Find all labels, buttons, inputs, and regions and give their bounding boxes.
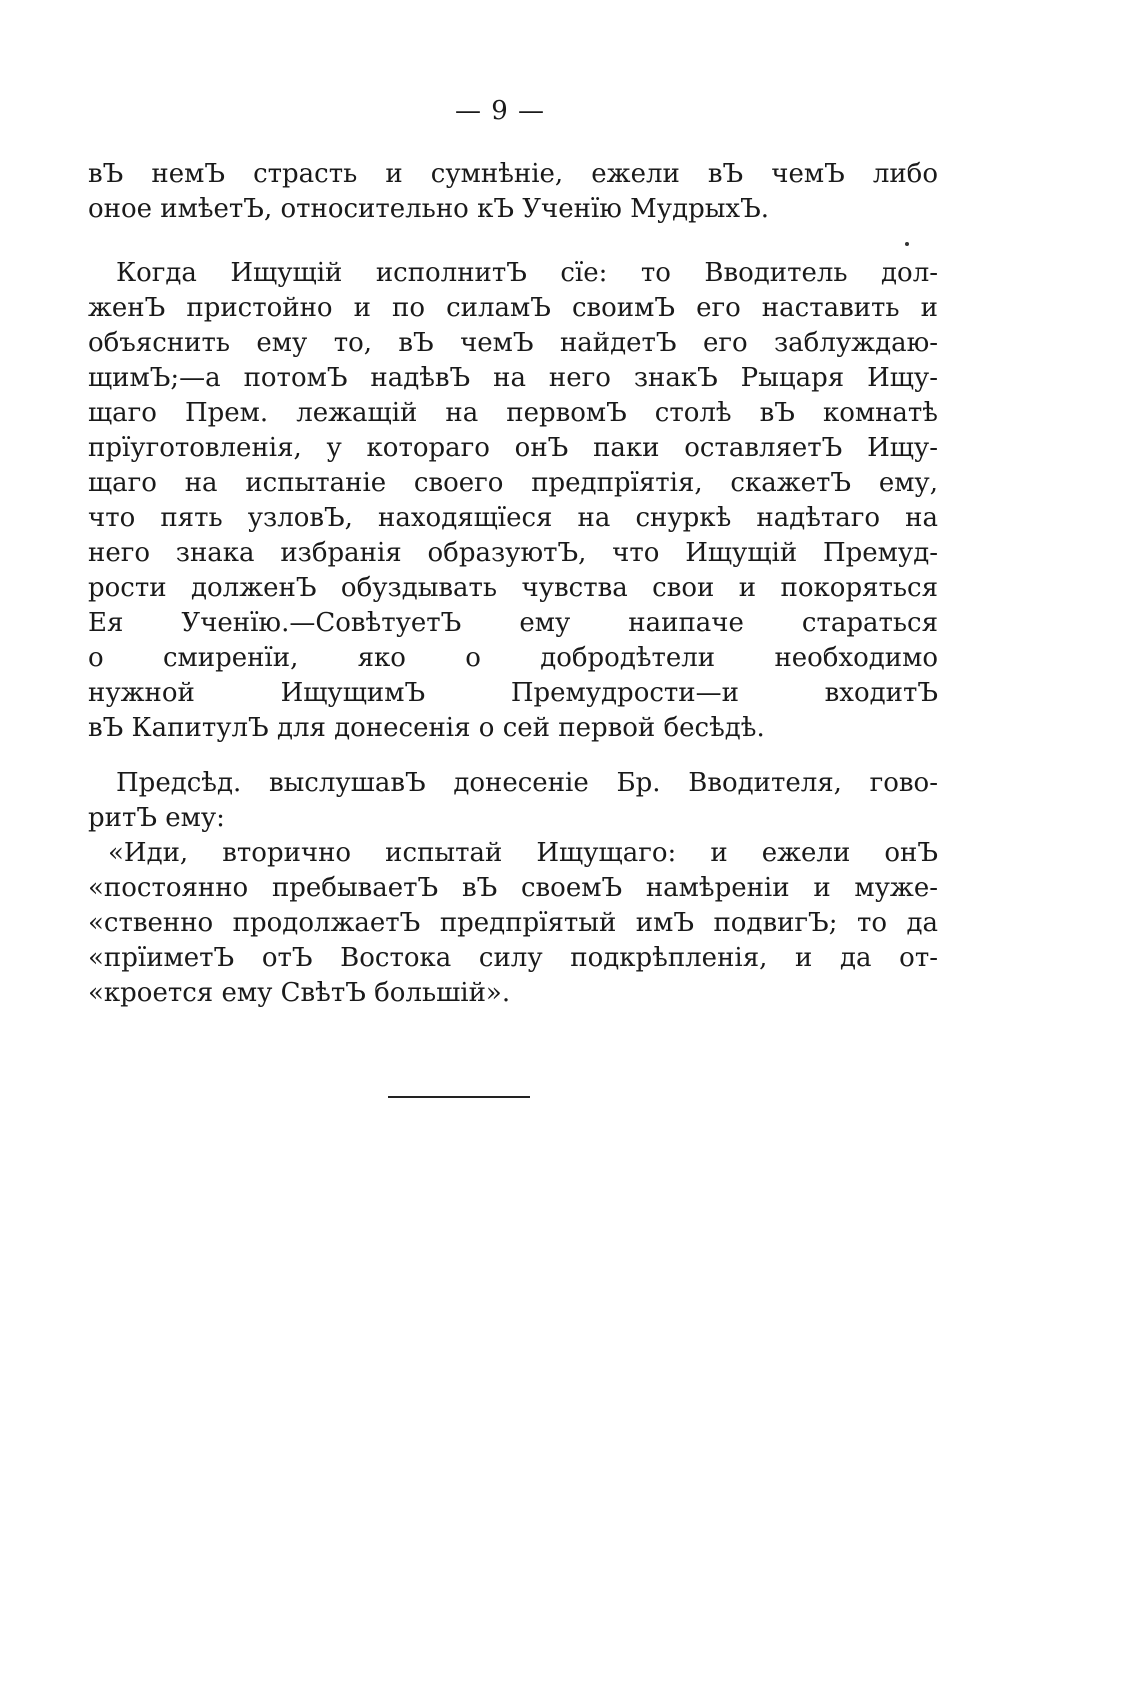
text-line: «Иди, вторично испытай Ищущаго: и ежели онЪ [108, 838, 938, 868]
text-line: него знака избранія образуютЪ, что Ищущій Премуд- [88, 538, 938, 568]
paragraph-2 [88, 256, 938, 746]
text-line: Ея Ученїю.—СовѣтуетЪ ему наипаче стараться [88, 608, 938, 638]
text-line: Предсѣд. выслушавЪ донесеніе Бр. Вводителя, гово- [116, 768, 938, 798]
text-line: «ственно продолжаетЪ предпрїятый имЪ подвигЪ; то да [88, 908, 938, 938]
text-line: женЪ пристойно и по силамЪ своимЪ его наставить и [88, 293, 938, 323]
text-line: «кроется ему СвѣтЪ большій». [88, 978, 511, 1008]
text-line: щаго Прем. лежащій на первомЪ столѣ вЪ комнатѣ [88, 398, 938, 428]
paragraph-1 [88, 157, 938, 227]
text-line: объяснить ему то, вЪ чемЪ найдетЪ его заблуждаю- [88, 328, 938, 358]
text-line: «прїиметЪ отЪ Востока силу подкрѣпленія, и да от- [88, 943, 938, 973]
text-line: о смиренїи, яко о добродѣтели необходимо [88, 643, 938, 673]
text-line: нужной ИщущимЪ Премудрости—и входитЪ [88, 678, 938, 708]
text-line: оное имѣетЪ, относительно кЪ Ученїю МудрыхЪ. [88, 194, 770, 224]
end-rule [388, 1096, 530, 1098]
page-number: — 9 — [454, 96, 546, 126]
text-line: ритЪ ему: [88, 803, 225, 833]
text-line: Когда Ищущій исполнитЪ сїе: то Вводитель дол- [116, 258, 938, 288]
text-line: «постоянно пребываетЪ вЪ своемЪ намѣреніи и муже- [88, 873, 938, 903]
text-line: вЪ КапитулЪ для донесенія о сей первой бесѣдѣ. [88, 713, 765, 743]
print-speck [905, 242, 909, 246]
text-line: щимЪ;—а потомЪ надѣвЪ на него знакЪ Рыцаря Ищу- [88, 363, 938, 393]
text-line: рости долженЪ обуздывать чувства свои и покоряться [88, 573, 938, 603]
text-line: прїуготовленія, у котораго онЪ паки оставляетЪ Ищу- [88, 433, 938, 463]
paragraph-3 [88, 766, 938, 1011]
text-line: щаго на испытаніе своего предпрїятія, скажетЪ ему, [88, 468, 938, 498]
text-line: что пять узловЪ, находящїеся на снуркѣ надѣтаго на [88, 503, 938, 533]
text-line: вЪ немЪ страсть и сумнѣніе, ежели вЪ чемЪ либо [88, 159, 938, 189]
